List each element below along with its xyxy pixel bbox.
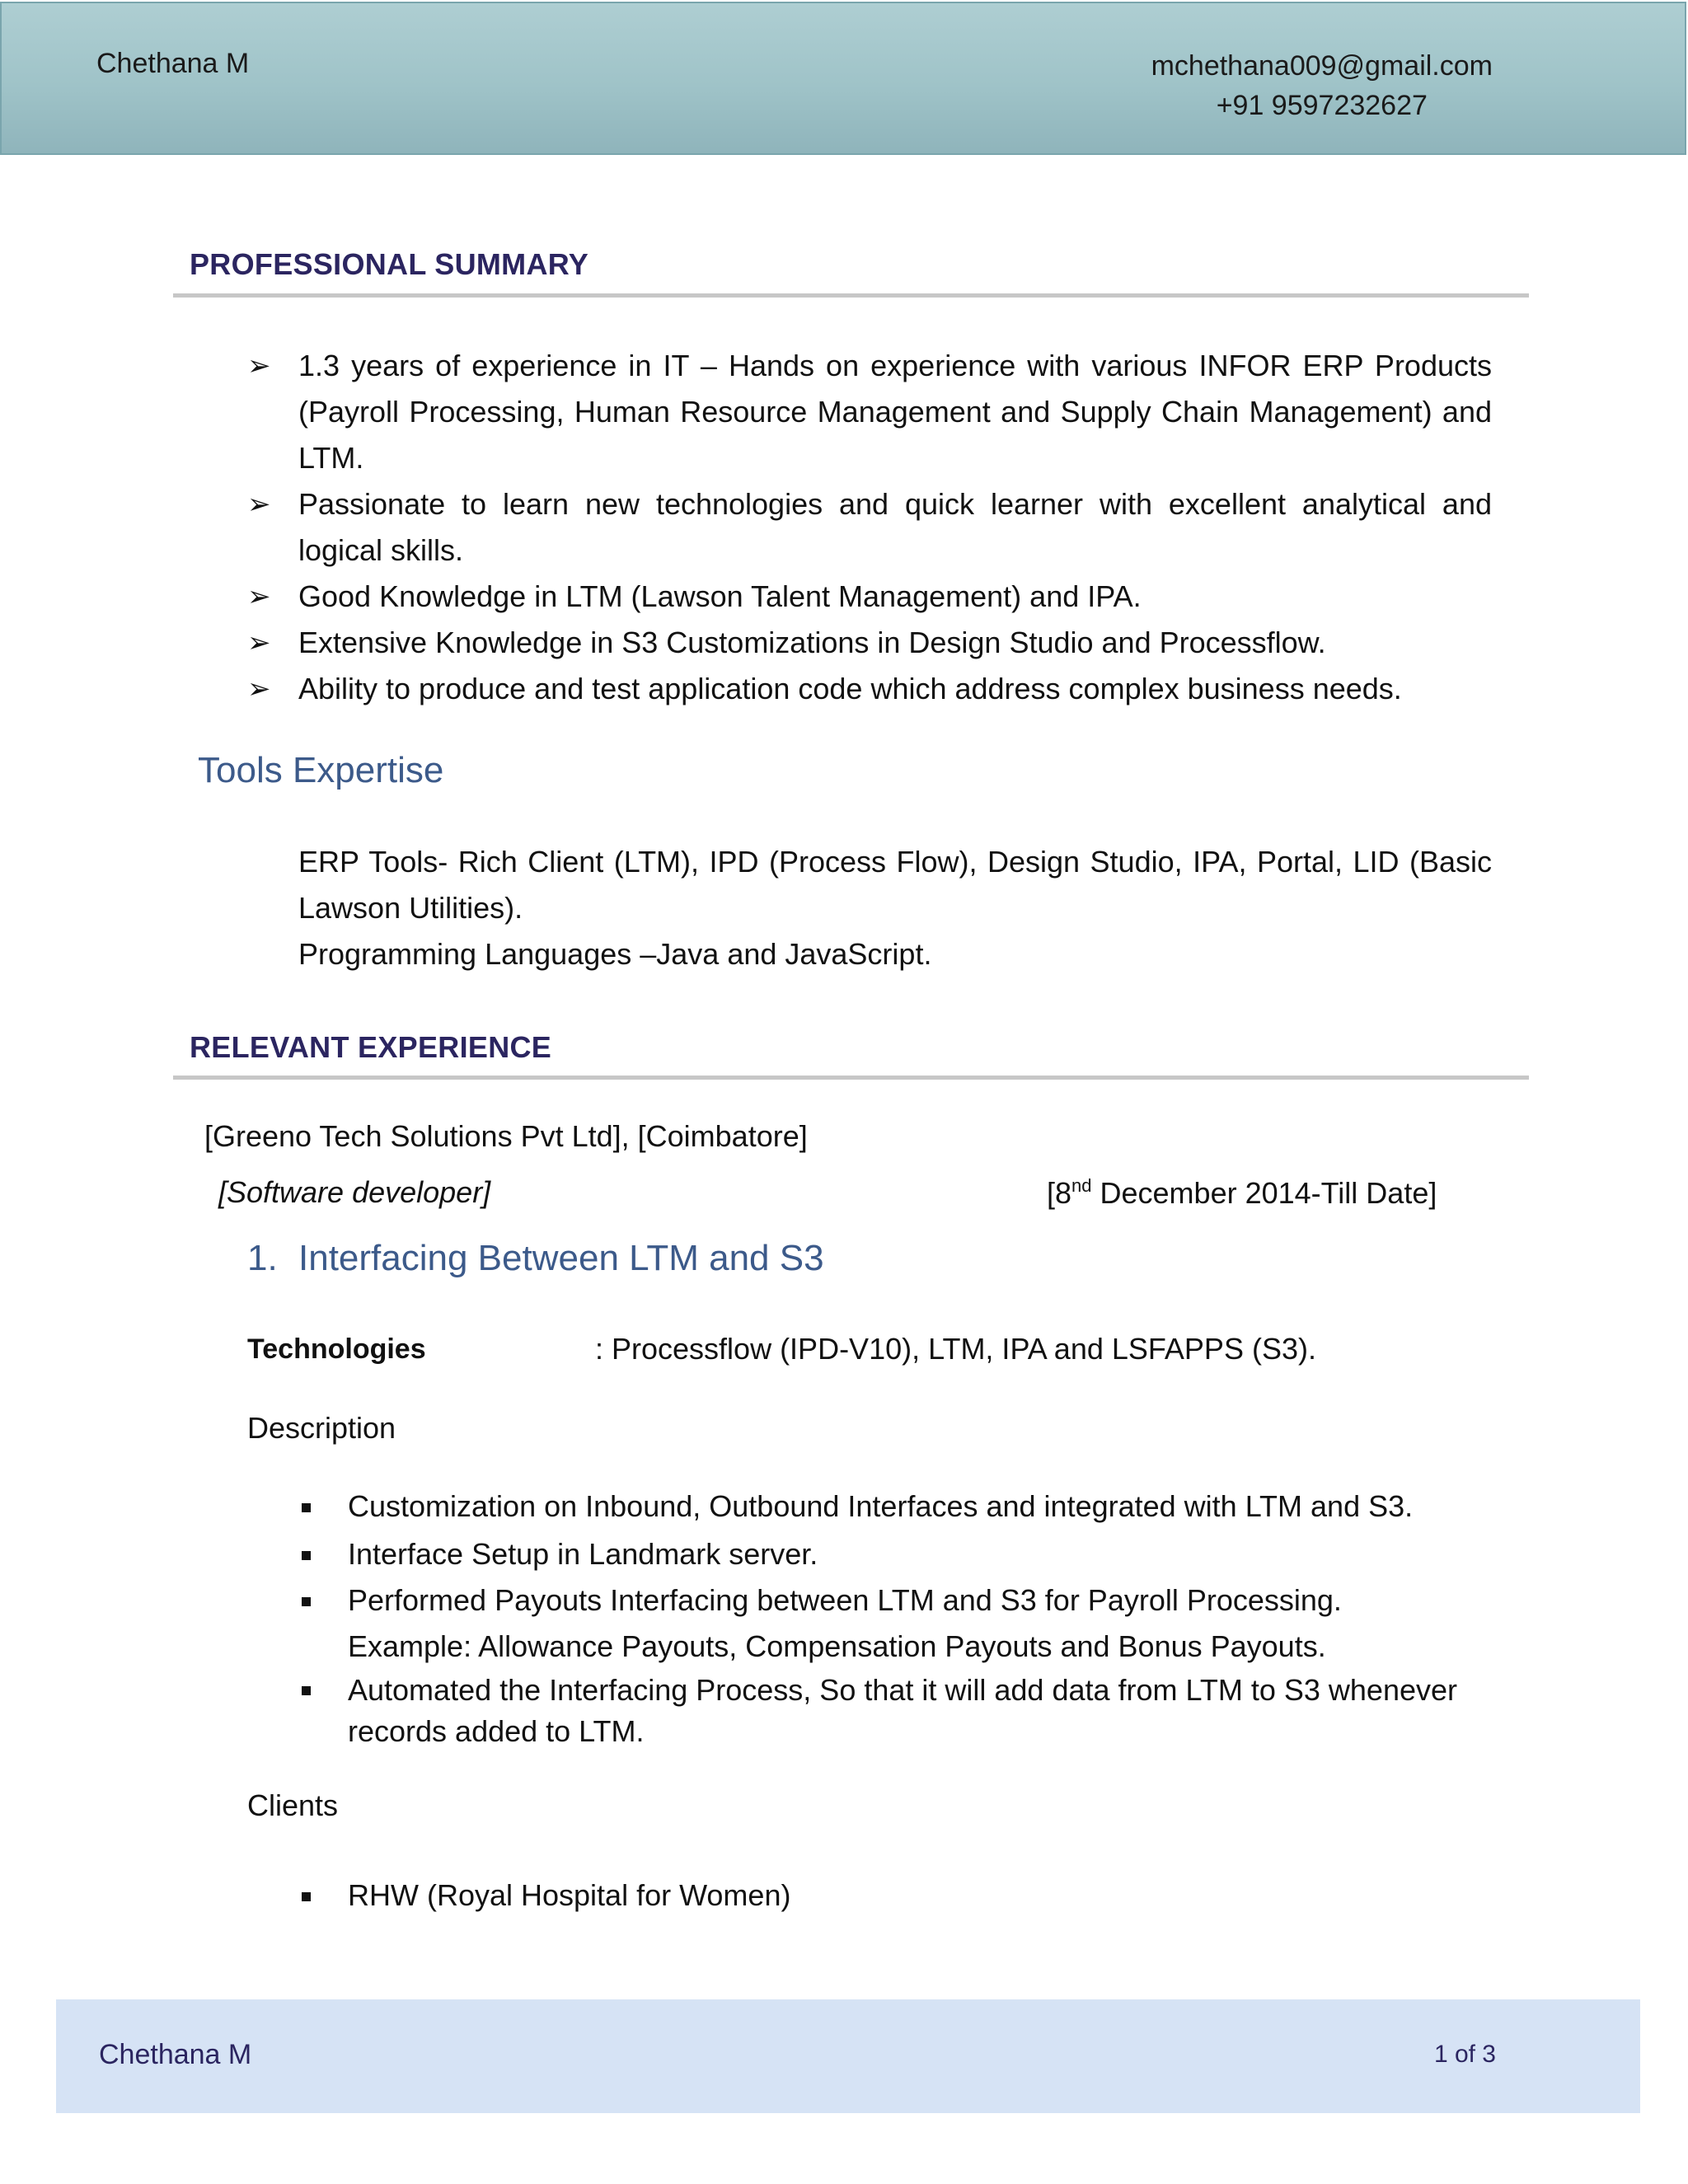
dates-ordinal: nd <box>1071 1175 1092 1196</box>
summary-item <box>247 481 1492 574</box>
footer-band <box>56 1999 1640 2113</box>
description-item-text: Interface Setup in Landmark server. <box>348 1537 818 1571</box>
programming-languages-text: Programming Languages –Java and JavaScript. <box>298 937 932 971</box>
description-item <box>298 1577 1493 1670</box>
arrowhead-bullet-icon: ➢ <box>247 627 271 658</box>
erp-tools-text: ERP Tools- Rich Client (LTM), IPD (Process Flow), Design Studio, IPA, Portal, LID (Basic Lawson Utilities). <box>298 845 1492 925</box>
technologies-label: Technologies <box>247 1333 426 1365</box>
company-name: [Greeno Tech Solutions Pvt Ltd], [Coimbatore] <box>204 1119 808 1153</box>
summary-item <box>247 574 1492 620</box>
page-number: 1 of 3 <box>1433 2041 1496 2068</box>
client-item <box>298 1872 790 1919</box>
description-item <box>298 1483 1493 1530</box>
description-label: Description <box>247 1411 396 1445</box>
description-item <box>298 1531 1493 1577</box>
dates-suffix: December 2014-Till Date] <box>1091 1176 1437 1210</box>
summary-item-text: Good Knowledge in LTM (Lawson Talent Management) and IPA. <box>298 579 1142 613</box>
phone-number: +91 9597232627 <box>1216 90 1428 121</box>
project-title <box>247 1238 824 1279</box>
section-divider <box>173 293 1529 298</box>
square-bullet-icon <box>302 1597 311 1606</box>
summary-list <box>247 343 1492 712</box>
header-contact <box>1151 46 1493 125</box>
summary-item <box>247 343 1492 481</box>
project-number: 1. <box>247 1238 278 1278</box>
description-item-text-continued: records added to LTM. <box>348 1714 645 1748</box>
summary-item <box>247 666 1492 712</box>
section-divider <box>173 1076 1529 1080</box>
description-item <box>298 1670 1493 1752</box>
section-heading-tools-expertise: Tools Expertise <box>198 750 444 790</box>
summary-item <box>247 620 1492 666</box>
dates-prefix: [8 <box>1047 1176 1072 1210</box>
description-item-text: Performed Payouts Interfacing between LTM and S3 for Payroll Processing. <box>348 1583 1342 1617</box>
arrowhead-bullet-icon: ➢ <box>247 350 271 382</box>
header-band <box>0 2 1686 155</box>
arrowhead-bullet-icon: ➢ <box>247 673 271 705</box>
clients-label: Clients <box>247 1788 339 1822</box>
technologies-value: : Processflow (IPD-V10), LTM, IPA and LSFAPPS (S3). <box>595 1332 1316 1366</box>
clients-list <box>298 1872 790 1919</box>
arrowhead-bullet-icon: ➢ <box>247 489 271 520</box>
square-bullet-icon <box>302 1892 311 1901</box>
square-bullet-icon <box>302 1503 311 1512</box>
description-item-text-continued: Example: Allowance Payouts, Compensation Payouts and Bonus Payouts. <box>348 1629 1326 1663</box>
client-name: RHW (Royal Hospital for Women) <box>348 1878 791 1912</box>
employment-dates <box>1047 1175 1437 1211</box>
square-bullet-icon <box>302 1551 311 1560</box>
square-bullet-icon <box>302 1686 311 1695</box>
section-heading-professional-summary: PROFESSIONAL SUMMARY <box>190 247 589 281</box>
description-item-text: Automated the Interfacing Process, So that it will add data from LTM to S3 whenever <box>348 1673 1458 1707</box>
section-heading-relevant-experience: RELEVANT EXPERIENCE <box>190 1030 552 1064</box>
email-link[interactable]: mchethana009@gmail.com <box>1151 50 1493 82</box>
summary-item-text: 1.3 years of experience in IT – Hands on experience with various INFOR ERP Products (Payroll Processing, Human Resource Management and Supply Chain Management) and LTM. <box>298 349 1492 475</box>
summary-item-text: Ability to produce and test application code which address complex business needs. <box>298 672 1402 705</box>
job-role: [Software developer] <box>218 1175 491 1209</box>
tools-expertise-block <box>298 839 1492 977</box>
project-title-text: Interfacing Between LTM and S3 <box>298 1238 824 1278</box>
summary-item-text: Extensive Knowledge in S3 Customizations in Design Studio and Processflow. <box>298 626 1326 659</box>
summary-item-text: Passionate to learn new technologies and quick learner with excellent analytical and logical skills. <box>298 487 1492 567</box>
header-name: Chethana M <box>96 48 250 79</box>
footer-name: Chethana M <box>99 2039 252 2070</box>
arrowhead-bullet-icon: ➢ <box>247 581 271 612</box>
description-list <box>298 1483 1493 1752</box>
description-item-text: Customization on Inbound, Outbound Interfaces and integrated with LTM and S3. <box>348 1489 1414 1523</box>
